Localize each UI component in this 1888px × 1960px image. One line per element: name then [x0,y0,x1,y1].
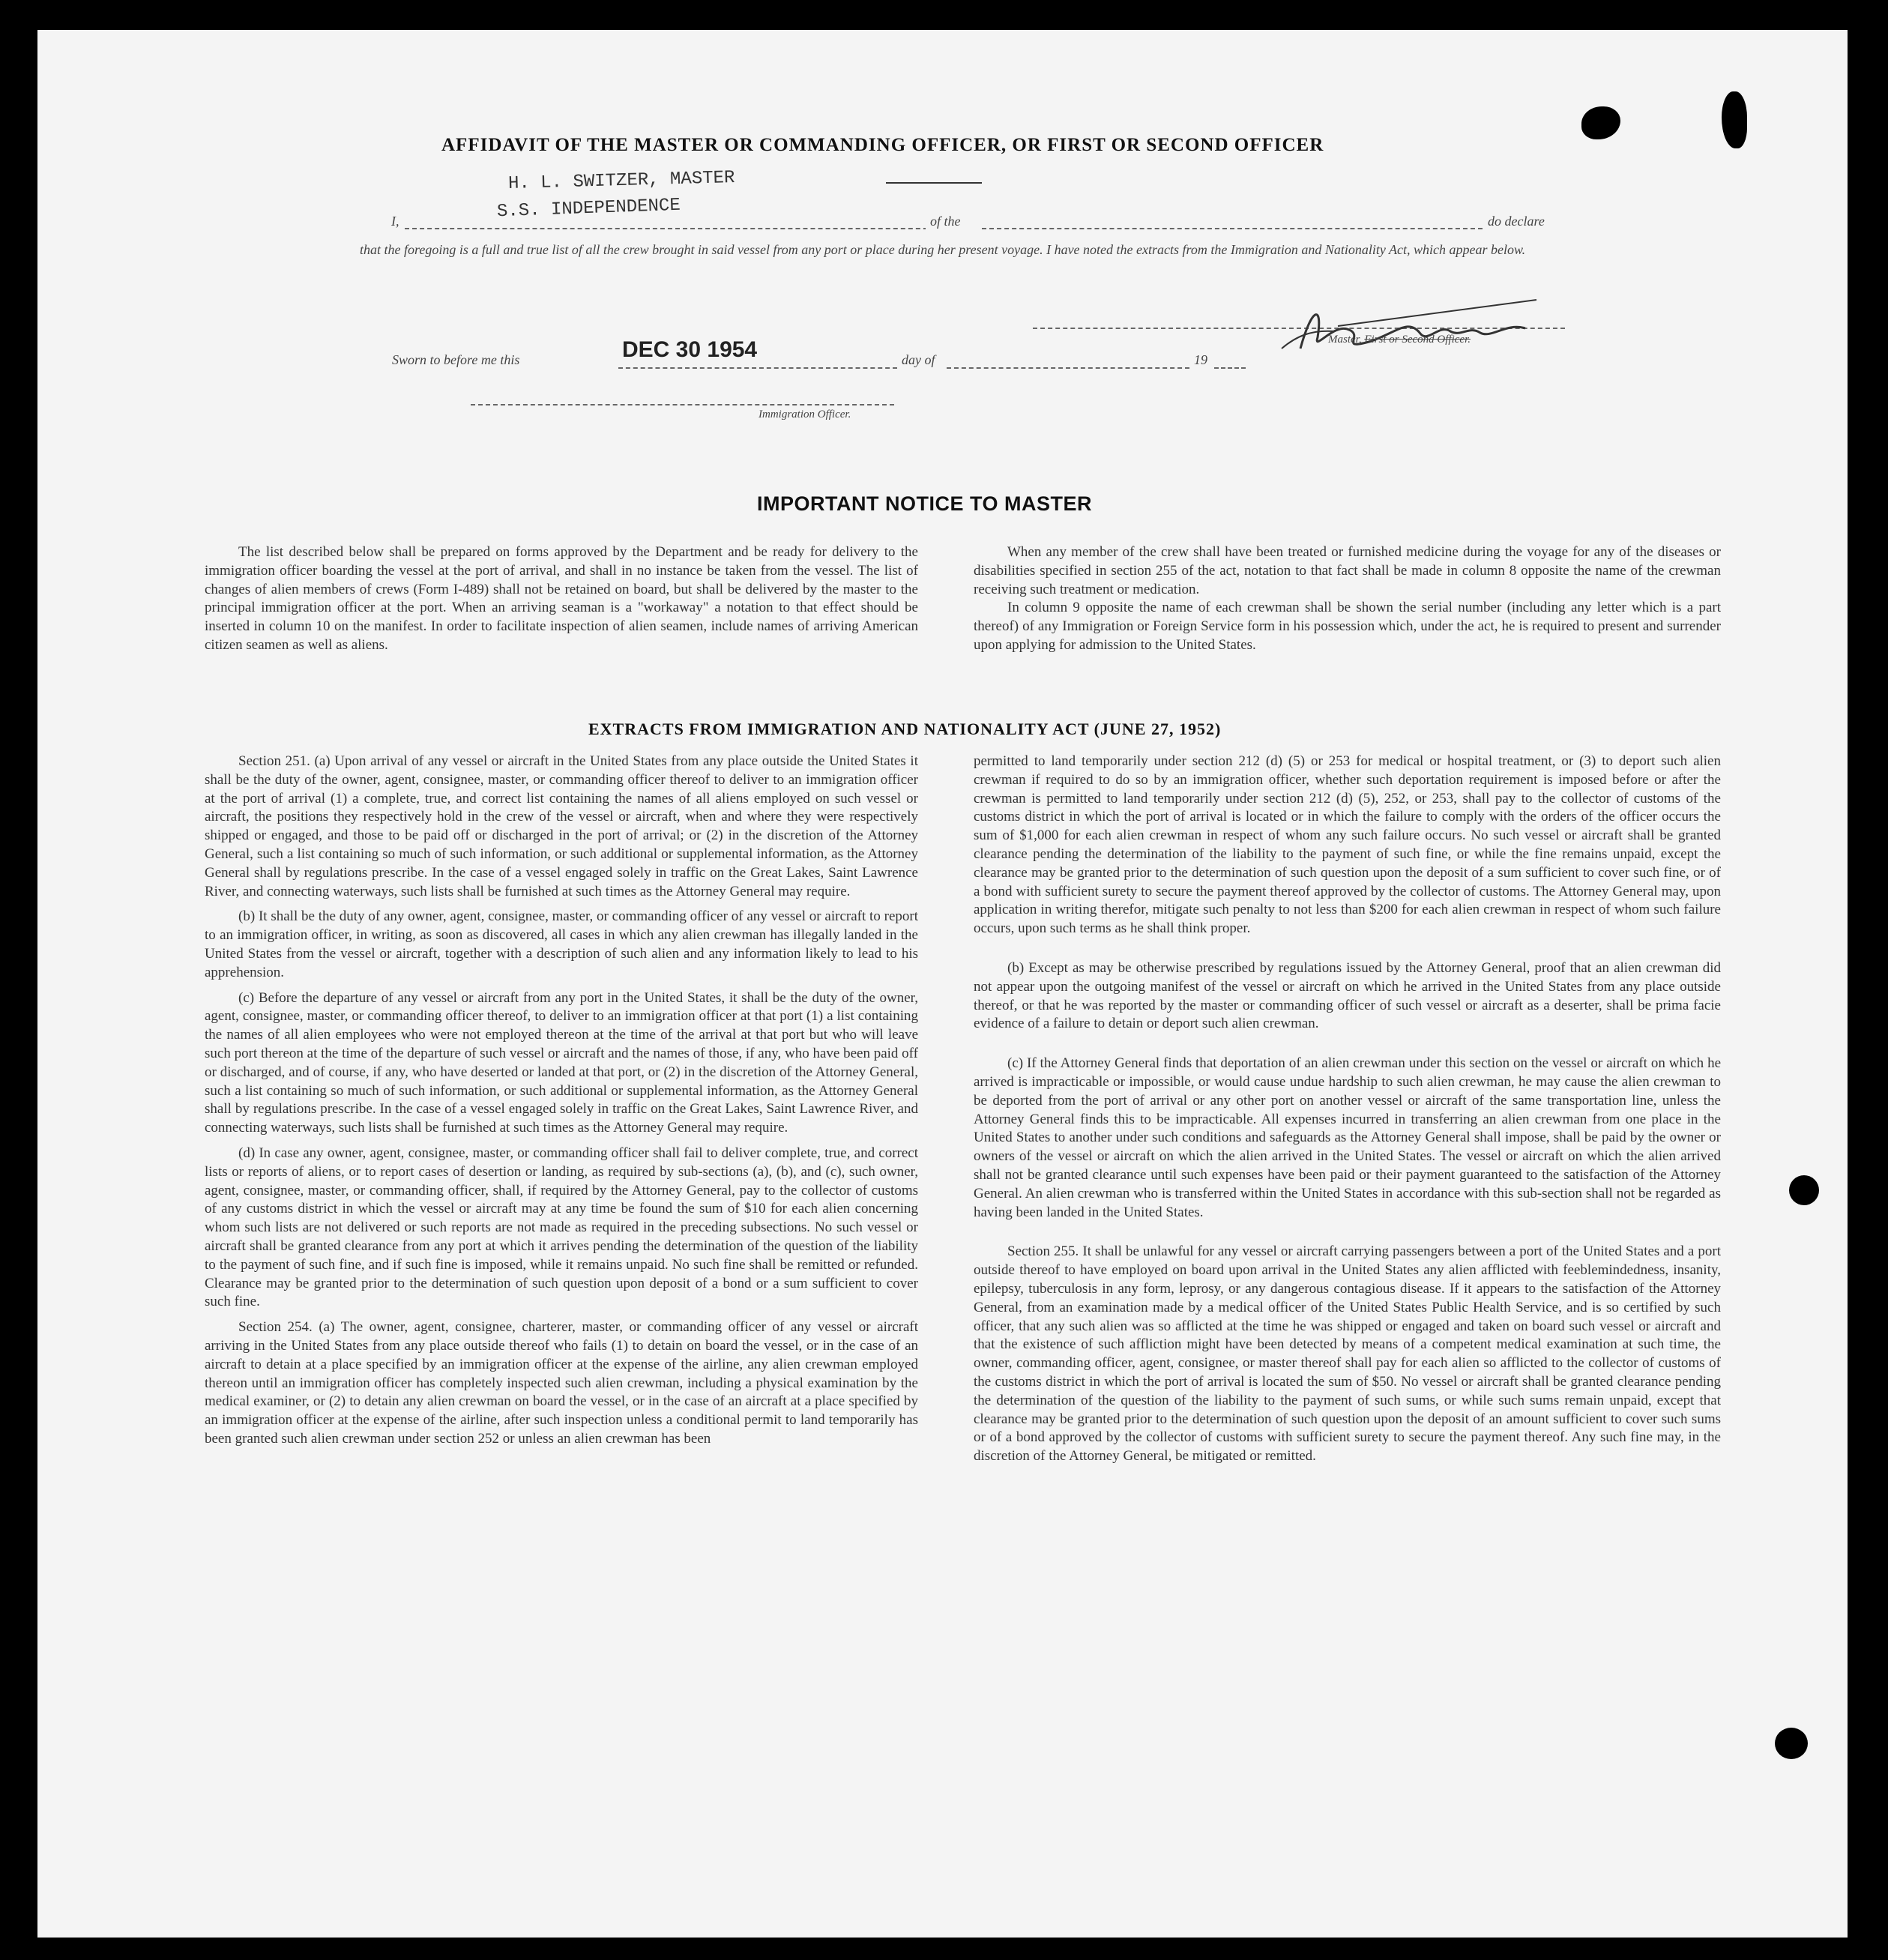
section-255: Section 255. It shall be unlawful for any vessel or aircraft carrying passengers between a port of the United States and a port outside thereof to have employed on board upon arrival in the United States any alien afflicted with feeblemindedness, insanity, epilepsy, tuberculosis in any form, leprosy, or any dangerous contagious disease. If it appears to the satisfaction of the Attorney General, from an examination made by a medical officer of the United States Public Health Service, and is so certified by such officer, that any such alien was so afflicted at the time he was shipped or engaged and taken on board such vessel or aircraft and that the existence of such affliction might have been detected by means of a competent medical examination at such time, the owner, commanding officer, agent, consignee, or master thereof shall pay for each alien so afflicted to the collector of customs of the customs district in which the port of arrival is located the sum of $50. No vessel or aircraft shall be granted clearance pending the determination of the question of the liability to the payment of such sums, or while such sums remain unpaid, except that clearance may be granted prior to the determination of such question upon the deposit of an amount sufficient to cover such sums or of a bond approved by the collector of customs with sufficient surety to secure the payment thereof. Any such fine may, in the discretion of the Attorney General, be mitigated or remitted. [974,1243,1721,1465]
title-rule [886,182,982,184]
sworn-label: Sworn to before me this [392,352,520,367]
section-254-a-continued: permitted to land temporarily under section 212 (d) (5) or 253 for medical or hospital treatment, or (3) to deport such alien crewman if required to do so by an immigration officer, whether such deportation requirement is imposed before or after the crewman is permitted to land temporarily under section 212 (d) (5), 252, or 253, shall pay to the collector of customs of the customs district in which the port of arrival is located or in which the failure to comply with the orders of the officer occurs the sum of $1,000 for each alien crewman in respect of whom any such failure occurs. No such vessel or aircraft shall be granted clearance pending the determination of the liability to the payment of such fine, or while the fine remains unpaid, except the clearance may be granted prior to the determination of such question upon the deposit of a sum sufficient to cover such fine, or of a bond with sufficient surety to secure the payment thereof approved by the collector of customs. The Attorney General may, upon application in writing therefor, mitigate such penalty to not less than $200 for each alien crewman in respect of whom such failure occurs, upon such terms as he shall think proper. [974,753,1721,937]
section-254-a: Section 254. (a) The owner, agent, consignee, charterer, master, or commanding officer of any vessel or aircraft arriving in the United States from any place outside thereof who fails (1) to detain on board the vessel, or in the case of an aircraft to detain at a place specified by an immigration officer at the expense of the airline, any alien crewman employed thereon until an immigration officer has completely inspected such alien crewman, including a physical examination by the medical examiner, or (2) to detain any alien crewman on board the vessel, or in the case of an aircraft at a place specified by an immigration officer at the expense of the airline, after such inspection unless a conditional permit to land temporarily has been granted such alien crewman under section 252 or unless an alien crewman has been [205,1319,918,1447]
notice-right-paragraph-2: In column 9 opposite the name of each crewman shall be shown the serial number (including any letter which is a part thereof) of any Immigration or Foreign Service form in his possession which, under the act, he is required to present and surrender upon applying for admission to the United States. [974,600,1721,653]
vessel-line [982,228,1483,229]
of-the-label: of the [926,214,965,229]
caption-struck-officer: First or Second Officer. [1364,334,1471,346]
typed-master-name: H. L. SWITZER, MASTER [507,168,735,194]
section-254-c: (c) If the Attorney General finds that deportation of an alien crewman under this section on the vessel or aircraft on which he arrived is impracticable or impossible, or would cause undue hardship to such alien crewman, he may cause the alien crewman to be deported from the port of arrival or any other port on another vessel or aircraft of the same transportation line, unless the Attorney General finds this to be impracticable. All expenses incurred in transferring an alien crewman from one place in the United States to another under such conditions and safeguards as the Attorney General shall impose, shall be paid by the owner or owners of the vessel or aircraft on which the alien arrived in the United States. The vessel or aircraft on which the alien arrived shall not be granted clearance until such expenses have been paid or their payment guaranteed to the satisfaction of the Attorney General. An alien crewman who is transferred within the United States in accordance with this sub-section shall not be regarded as having been landed in the United States. [974,1055,1721,1220]
year-line [1214,367,1246,369]
year-label: 19 [1194,352,1207,367]
day-of-label: day of [902,352,935,367]
notice-left-paragraph: The list described below shall be prepared on forms approved by the Department and be ready for delivery to the immigration officer boarding the vessel at the port of arrival, and shall in no instance be taken from the vessel. The list of changes of alien members of crews (Form I-489) shall not be retained on board, but shall be delivered by the master to the principal immigration officer at the port. When an arriving seaman is a "workaway" a notation to that effect should be inserted in column 10 on the manifest. In order to facilitate inspection of alien seamen, include names of arriving American citizen seamen as well as aliens. [205,544,918,653]
line-i-label: I, [391,214,399,229]
notice-title: IMPORTANT NOTICE TO MASTER [757,492,1092,515]
punch-hole-middle [1789,1175,1819,1205]
signature-caption [1328,334,1471,346]
declaration-text: that the foregoing is a full and true list of all the crew brought in said vessel from any port or place during her present voyage. I have noted the extracts from the Immigration and Nationality Act, which appear below. [360,242,1526,257]
document-page [37,30,1848,1938]
name-line [405,228,958,229]
handwritten-signature [1267,277,1559,367]
month-line [947,367,1189,369]
typed-vessel-name: S.S. INDEPENDENCE [496,195,681,223]
extracts-right-column [974,753,1721,1473]
officer-line [471,404,894,405]
section-251-d: (d) In case any owner, agent, consignee, master, or commanding officer shall fail to deliver complete, true, and correct lists or reports of aliens, or to report cases of desertion or landing, as required by sub-sections (a), (b), and (c), such owner, agent, consignee, master, or commanding officer, shall, if required by the Attorney General, pay to the collector of customs of any customs district in which the vessel or aircraft may at any time be found the sum of $10 for each alien concerning whom such lists are not delivered or such reports are not made as required in the preceding subsections. No such vessel or aircraft shall be granted clearance from any port at which it arrives pending the determination of the question of the liability to the payment of such fine, and if such fine is imposed, while it remains unpaid. No such fine shall be remitted or refunded. Clearance may be granted prior to the determination of such question upon deposit of a bond or a sum sufficient to cover such fine. [205,1145,918,1310]
extracts-left-column [205,753,918,1456]
do-declare-label: do declare [1488,214,1545,229]
affidavit-title: AFFIDAVIT OF THE MASTER OR COMMANDING OFFICER, OR FIRST OR SECOND OFFICER [441,135,1324,155]
notice-right-column [974,543,1721,661]
punch-hole-lower [1775,1728,1808,1759]
date-stamp: DEC 30 1954 [622,337,758,362]
notice-right-paragraph-1: When any member of the crew shall have been treated or furnished medicine during the voyage for any of the diseases or disabilities specified in section 255 of the act, notation to that fact shall be made in column 8 opposite the name of the crewman receiving such treatment or medication. [974,544,1721,597]
notice-left-column [205,543,918,661]
sworn-day-line [618,367,897,369]
section-254-b: (b) Except as may be otherwise prescribed by regulations issued by the Attorney General, proof that an alien crewman did not appear upon the outgoing manifest of the vessel or aircraft on which he arrived in the United States from any place outside thereof, or that he was reported by the master or commanding officer of such vessel or aircraft as a deserter, shall be prima facie evidence of a failure to detain or deport such alien crewman. [974,959,1721,1032]
extracts-title: EXTRACTS FROM IMMIGRATION AND NATIONALITY ACT (JUNE 27, 1952) [588,720,1222,738]
caption-master: Master, [1328,334,1362,346]
ink-blot-top-right [1722,91,1747,148]
section-251-b: (b) It shall be the duty of any owner, agent, consignee, master, or commanding officer of any vessel or aircraft to report to an immigration officer, in writing, as soon as discovered, all cases in which any alien crewman has illegally landed in the United States from the vessel or aircraft, together with a description of such alien and any information likely to lead to his apprehension. [205,908,918,980]
ink-blot-top-left [1581,106,1620,139]
section-251-c: (c) Before the departure of any vessel or aircraft from any port in the United States, it shall be the duty of the owner, agent, consignee, master, or commanding officer thereof, to deliver to an immigration officer at that port (1) a list containing the names of all alien employees who were not employed thereon at the time of the arrival at that port but who will leave such port thereon at the time of the departure of such vessel or aircraft and the names of those, if any, who have been paid off or discharged, and of course, if any, who have deserted or landed at that port, or (2) in the discretion of the Attorney General, such a list containing so much of such information, or such additional or supplemental information, as the Attorney General shall by regulations prescribe. In the case of a vessel engaged solely in traffic on the Great Lakes, Saint Lawrence River, and connecting waterways, such lists shall be furnished at such times as the Attorney General may require. [205,989,918,1136]
immigration-officer-caption: Immigration Officer. [758,408,851,420]
section-251-a: Section 251. (a) Upon arrival of any vessel or aircraft in the United States from any place outside the United States it shall be the duty of the owner, agent, consignee, master, or commanding officer thereof to deliver to an immigration officer at the port of arrival (1) a complete, true, and correct list containing the names of all aliens employed on such vessel or aircraft, the positions they respectively hold in the crew of the vessel or aircraft, when and where they were respectively shipped or engaged, and those to be paid off or discharged in the port of arrival; or (2) in the discretion of the Attorney General, such a list containing so much of such information, or such additional or supplemental information, as the Attorney General shall by regulations prescribe. In the case of a vessel engaged solely in traffic on the Great Lakes, Saint Lawrence River, and connecting waterways, such lists shall be furnished at such times as the Attorney General may require. [205,753,918,899]
